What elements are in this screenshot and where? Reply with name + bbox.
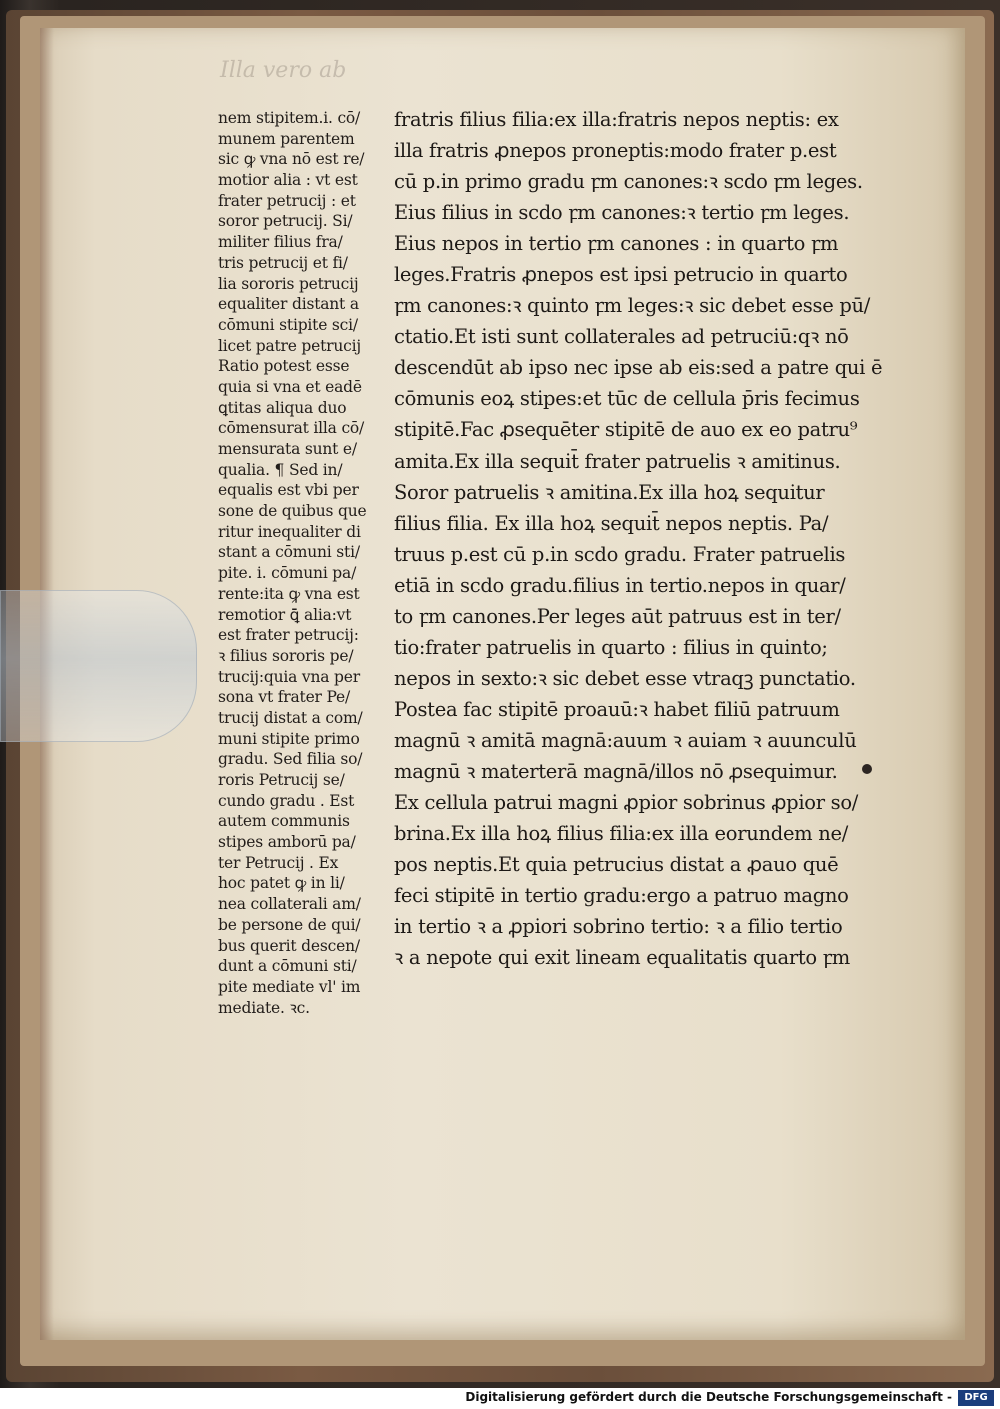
bleed-through-text: Illa vero ab [220, 58, 347, 83]
gloss-line: equaliter distant a [218, 295, 359, 314]
gloss-line: mediate. ꝛc. [218, 998, 310, 1017]
text-line: feci stipitē in tertio gradu:ergo a patruo magno [394, 884, 849, 908]
gloss-line: nem stipitem.i. cō/ [218, 109, 361, 127]
text-line: etiā in scdo gradu.filius in tertio.nepos in quar/ [394, 573, 846, 597]
gloss-line: pite. i. cōmuni pa/ [218, 564, 357, 583]
gloss-line: lia sororis petrucij [218, 274, 359, 293]
text-line: magnū ꝛ materterā magnā/illos nō ꝓsequimur. [394, 759, 838, 783]
gloss-line: cōmensurat illa cō/ [218, 419, 365, 438]
text-line: in tertio ꝛ a ꝓpiori sobrino tertio: ꝛ a filio tertio [394, 915, 843, 939]
gloss-line: stipes amborū pa/ [218, 833, 356, 852]
gloss-line: Ratio potest esse [218, 357, 350, 376]
gloss-line: remotior ꝗ̄ alia:vt [218, 605, 352, 624]
gloss-line: dunt a cōmuni sti/ [218, 957, 357, 976]
gloss-line: be persone de qui/ [218, 915, 361, 934]
gloss-line: nea collaterali am/ [218, 895, 361, 914]
gloss-line: sic ꝙ vna nō est re/ [218, 150, 365, 169]
text-line: filius filia. Ex illa hoꝝ sequit̄ nepos neptis. Pa/ [394, 511, 829, 535]
text-line: Eius nepos in tertio ꝼm canones : in quarto ꝼm [394, 232, 839, 256]
text-line: illa fratris ꝓnepos proneptis:modo frater p.est [394, 139, 837, 163]
text-line: leges.Fratris ꝓnepos est ipsi petrucio in quarto [394, 263, 848, 287]
gloss-line: equalis est vbi per [218, 481, 359, 500]
footer-credit: Digitalisierung gefördert durch die Deutsche Forschungsgemeinschaft - [465, 1390, 952, 1404]
page-clip [0, 590, 197, 742]
gloss-line: muni stipite primo [218, 729, 360, 748]
gloss-line: gradu. Sed filia so/ [218, 750, 363, 769]
gloss-line: pite mediate vl' im [218, 977, 361, 996]
text-line: ꝼm canones:ꝛ quinto ꝼm leges:ꝛ sic debet esse pū/ [394, 294, 871, 318]
gloss-line: frater petrucij : et [218, 191, 356, 210]
gloss-line: trucij:quia vna per [218, 667, 360, 686]
dfg-logo: DFG [958, 1390, 994, 1406]
marginal-gloss [218, 108, 376, 1018]
gloss-line: ꝛ filius sororis pe/ [218, 646, 354, 665]
text-line: magnū ꝛ amitā magnā:auum ꝛ auiam ꝛ auunculū [394, 728, 857, 752]
gloss-line: quia si vna et eadē [218, 377, 362, 396]
footer-bar [0, 1388, 1000, 1409]
text-line: cū p.in primo gradu ꝼm canones:ꝛ scdo ꝼm leges. [394, 170, 863, 194]
gloss-line: est frater petrucij: [218, 626, 359, 645]
text-line: cōmunis eoꝝ stipes:et tūc de cellula p̄ris fecimus [394, 387, 860, 411]
gloss-line: rente:ita ꝙ vna est [218, 584, 360, 603]
text-line: Soror patruelis ꝛ amitina.Ex illa hoꝝ sequitur [394, 480, 825, 504]
text-line: ctatio.Et isti sunt collaterales ad petruciū:qꝛ nō [394, 325, 849, 349]
text-line: truus p.est cū p.in scdo gradu. Frater patruelis [394, 542, 846, 566]
text-line: tio:frater patruelis in quarto : filius in quinto; [394, 635, 828, 659]
gloss-line: autem communis [218, 812, 350, 831]
gloss-line: bus querit descen/ [218, 936, 360, 955]
gloss-line: roris Petrucij se/ [218, 771, 345, 789]
gloss-line: qualia. ¶ Sed in/ [218, 460, 343, 479]
ink-spot [862, 764, 872, 774]
gloss-line: ritur inequaliter di [218, 522, 361, 541]
text-line: pos neptis.Et quia petrucius distat a ꝓauo quē [394, 853, 839, 877]
text-line: descendūt ab ipso nec ipse ab eis:sed a patre qui ē [394, 356, 883, 380]
text-line: Eius filius in scdo ꝼm canones:ꝛ tertio ꝼm leges. [394, 201, 850, 225]
gloss-line: cundo gradu . Est [218, 791, 355, 810]
gloss-line: licet patre petrucij [218, 336, 361, 355]
gloss-line: militer filius fra/ [218, 233, 343, 252]
gloss-line: munem parentem [218, 129, 355, 148]
text-line: to ꝼm canones.Per leges aūt patruus est in ter/ [394, 604, 841, 628]
gloss-line: ꝗtitas aliqua duo [218, 398, 347, 417]
text-line: nepos in sexto:ꝛ sic debet esse vtraqꝫ punctatio. [394, 666, 856, 690]
gloss-line: stant a cōmuni sti/ [218, 543, 360, 562]
main-text-column [394, 104, 894, 973]
text-line: stipitē.Fac ꝓsequēter stipitē de auo ex eo patru⁹ [394, 418, 858, 442]
text-line: ꝛ a nepote qui exit lineam equalitatis quarto ꝼm [394, 946, 850, 970]
gloss-line: soror petrucij. Si/ [218, 212, 353, 231]
gloss-line: sona vt frater Pe/ [218, 688, 351, 707]
text-line: Ex cellula patrui magni ꝓpior sobrinus ꝓpior so/ [394, 791, 859, 815]
text-line: fratris filius filia:ex illa:fratris nepos neptis: ex [394, 108, 839, 131]
gloss-line: mensurata sunt e/ [218, 440, 357, 458]
text-line: amita.Ex illa sequit̄ frater patruelis ꝛ amitinus. [394, 449, 841, 473]
gloss-line: ter Petrucij . Ex [218, 853, 339, 872]
gloss-line: tris petrucij et fi/ [218, 253, 348, 272]
gloss-line: cōmuni stipite sci/ [218, 315, 358, 334]
gloss-line: sone de quibus que [218, 502, 367, 521]
text-line: Postea fac stipitē proauū:ꝛ habet filiū patruum [394, 697, 840, 721]
gloss-line: hoc patet ꝙ in li/ [218, 874, 345, 893]
text-line: brina.Ex illa hoꝝ filius filia:ex illa eorundem ne/ [394, 822, 849, 846]
gloss-line: trucij distat a com/ [218, 708, 363, 727]
gloss-line: motior alia : vt est [218, 171, 358, 190]
